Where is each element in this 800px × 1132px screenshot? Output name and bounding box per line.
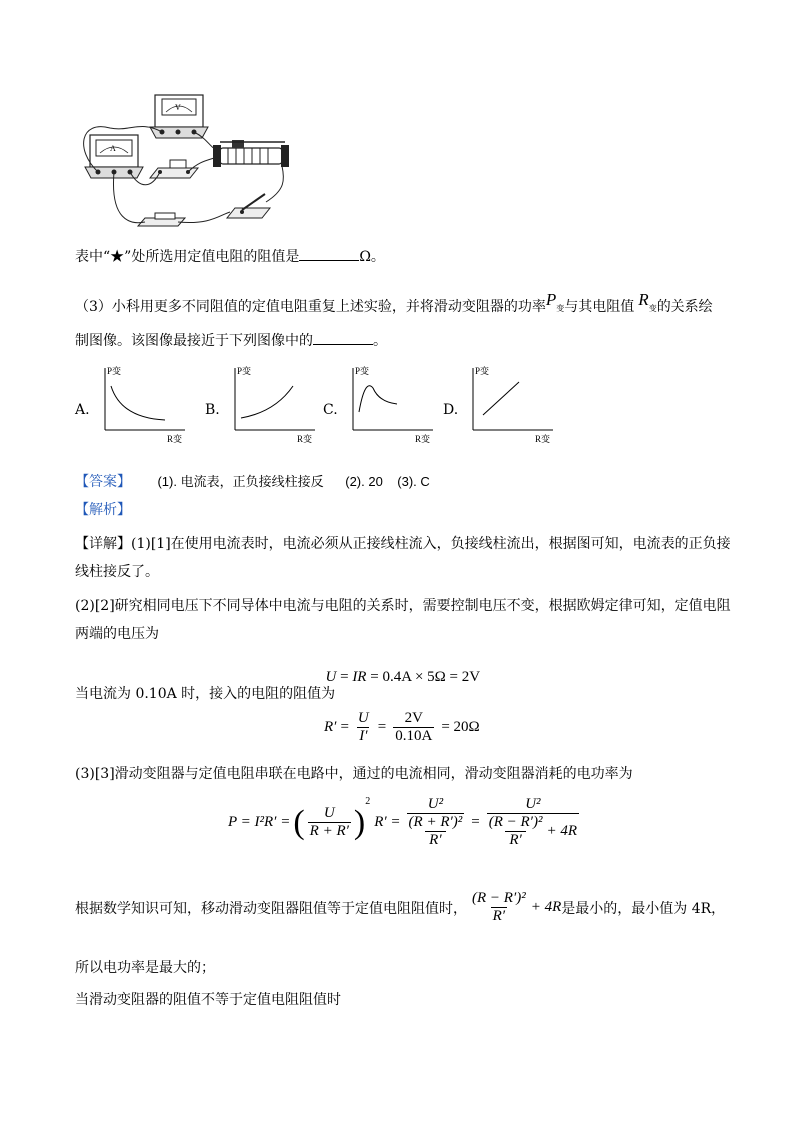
detail-p3-line2 [75, 890, 725, 925]
eq2-lhs: R′ [324, 719, 337, 735]
eq2-fraction-2 [393, 710, 434, 745]
eq3-fraction-g [487, 796, 579, 849]
part3-line2-prefix: 制图像。该图像最接近于下列图像中的 [75, 333, 313, 349]
option-a-curve [111, 386, 165, 420]
table-value-prefix: 表中“★”处所选用定值电阻的阻值是 [75, 249, 300, 265]
p-symbol: P [545, 290, 557, 309]
detail-p3-line4: 当滑动变阻器的阻值不等于定值电阻阻值时 [75, 992, 341, 1008]
equation-3: P = I²R′ = ( $\frac{U}{R + R'}$ ) 2 R′ = $\frac{\text{U²}}{\frac{\text{(R + R′)²}}{R'}}$ = U² $\frac{\text{(R − R′)²}}{R'}$ + 4R [228, 796, 577, 848]
eq3-f-num: U² [427, 796, 444, 812]
eq2-result: = 20Ω [441, 719, 480, 735]
eq3-f-den-num: (R + R′)² [408, 814, 463, 830]
ammeter [85, 135, 143, 178]
detail-p2-line1: (2)[2]研究相同电压下不同导体中电流与电阻的关系时，需要控制电压不变，根据欧姆定律可知，定值电阻 [75, 598, 731, 614]
option-d-x-axis: R变 [535, 434, 551, 444]
circuit-diagram [70, 90, 300, 240]
part3-line1 [75, 290, 713, 319]
p3-line2-suffix: 是最小的，最小值为 4R， [561, 900, 726, 917]
part3-text-c: 的关系绘 [656, 299, 713, 315]
eq1-lhs: U [325, 669, 337, 685]
eq3-eq2: = [471, 814, 480, 830]
detail-p1-text: (1)[1]在使用电流表时，电流必须从正接线柱流入，负接线柱流出，根据图可知，电流表的正负接 [131, 536, 731, 552]
equation-2: R′ = $\frac{U}{I'}$ = $\frac{2V}{0.10A}$ = 20Ω [324, 710, 480, 744]
option-d-line [483, 382, 519, 415]
option-a-y-axis: P变 [107, 366, 122, 376]
r-symbol: R [638, 290, 649, 309]
p3-line2-prefix: 根据数学知识可知，移动滑动变阻器阻值等于定值电阻阻值时， [75, 900, 467, 917]
rheostat [213, 140, 289, 167]
option-graphs [75, 360, 555, 450]
table-value-blank[interactable] [299, 246, 359, 261]
p3-line2-plus: + 4R [530, 899, 562, 915]
graph-choice-blank[interactable] [313, 330, 373, 345]
option-a-label: A. [75, 402, 90, 418]
ammeter-label: A [110, 144, 116, 153]
detail-p3-line1: (3)[3]滑动变阻器与定值电阻串联在电路中，通过的电流相同，滑动变阻器消耗的电功率为 [75, 766, 633, 782]
voltmeter [150, 95, 208, 138]
eq1-b: IR [352, 669, 367, 685]
part3-text-a: （3）小科用更多不同阻值的定值电阻重复上述实验，并将滑动变阻器的功率 [75, 299, 546, 315]
option-d-graph[interactable] [463, 360, 563, 445]
battery [138, 213, 185, 226]
part3-line2-suffix: 。 [373, 333, 387, 349]
option-c-x-axis: R变 [415, 434, 431, 444]
eq3-g-den-num: (R − R′)² [488, 814, 543, 830]
eq3-g-plus: + 4R [546, 823, 577, 839]
option-c-label: C. [323, 402, 338, 418]
eq3-lhs: P = I²R′ = [228, 814, 291, 830]
option-a-x-axis: R变 [167, 434, 183, 444]
option-d-label: D. [443, 402, 459, 418]
eq2-f2-num: 2V [404, 710, 423, 726]
eq2-f2-den: 0.10A [395, 728, 433, 744]
eq2-fraction-1 [356, 710, 371, 745]
detail-p2-line3: 当电流为 0.10A 时，接入的电阻的阻值为 [75, 686, 336, 702]
answer-line [75, 472, 430, 492]
option-c-curve [359, 386, 397, 412]
eq1-a: = [336, 669, 353, 685]
detail-p1-line1 [75, 534, 731, 554]
option-d-y-axis: P变 [475, 366, 490, 376]
option-b-graph[interactable] [225, 360, 325, 445]
table-value-suffix: Ω。 [359, 249, 385, 265]
eq3-paren-num: U [323, 805, 335, 821]
eq2-f1-num: U [357, 710, 369, 726]
part3-line2 [75, 330, 387, 351]
answer-text: (1). 电流表，正负接线柱接反 (2). 20 (3). C [157, 474, 430, 489]
option-b-label: B. [205, 402, 220, 418]
option-b-y-axis: P变 [237, 366, 252, 376]
r-subscript: 变 [648, 304, 657, 313]
part3-text-b: 与其电阻值 [564, 299, 635, 315]
detail-p3-line3: 所以电功率是最大的； [75, 960, 215, 976]
eq3-g-den-den: R′ [505, 831, 525, 849]
table-value-question [75, 246, 385, 267]
eq2-f1-den: I′ [359, 728, 368, 744]
p-subscript: 变 [556, 304, 565, 313]
option-b-curve [241, 386, 293, 418]
eq3-paren-fraction [308, 805, 351, 840]
option-c-graph[interactable] [343, 360, 443, 445]
eq3-f-den-den: R′ [425, 831, 445, 849]
eq3-power: 2 [365, 796, 371, 807]
option-b-x-axis: R变 [297, 434, 313, 444]
eq3-fraction-f [407, 796, 465, 849]
equation-1 [318, 652, 480, 686]
detail-p1-line2: 线柱接反了。 [75, 564, 159, 580]
eq3-mid: R′ = [374, 814, 401, 830]
eq3-g-num: U² [525, 796, 541, 812]
switch [227, 194, 270, 218]
analysis-tag: 【解析】 [75, 502, 131, 518]
detail-p2-line2: 两端的电压为 [75, 626, 159, 642]
option-c-y-axis: P变 [355, 366, 370, 376]
p3-line2-fraction [470, 890, 528, 925]
voltmeter-label: V [175, 103, 181, 112]
option-a-graph[interactable] [95, 360, 195, 445]
p3-line2-frac-den: R′ [492, 908, 506, 924]
eq3-paren-den: R + R′ [309, 823, 349, 839]
p3-line2-frac-num: (R − R′)² [472, 890, 526, 906]
eq2-equals: = [340, 719, 349, 735]
eq1-c: = 0.4A × 5Ω = 2V [366, 669, 481, 685]
detail-tag: 【详解】 [75, 536, 131, 552]
answer-tag: 【答案】 [75, 474, 131, 490]
